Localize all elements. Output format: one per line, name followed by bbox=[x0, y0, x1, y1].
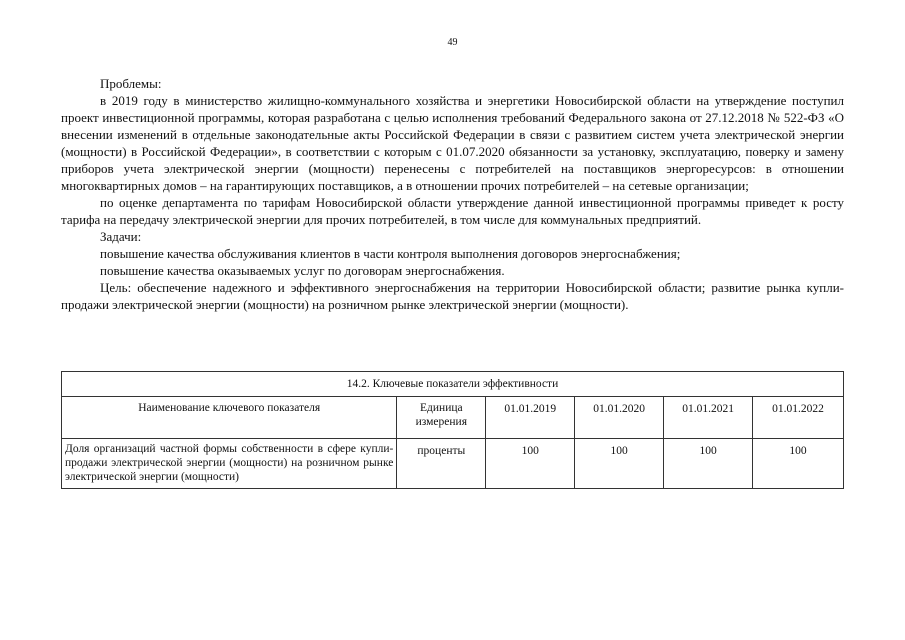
problem-paragraph-2: по оценке департамента по тарифам Новосибирской области утверждение данной инвестиционной программы приведет к росту тарифа на передачу электрической энергии для прочих потребителей, в том числе для коммунальных предприятий. bbox=[61, 195, 844, 227]
row-value-2020: 100 bbox=[575, 439, 664, 489]
tasks-heading: Задачи: bbox=[100, 229, 142, 244]
kpi-table bbox=[61, 371, 844, 489]
body-text bbox=[61, 75, 844, 313]
header-year-2021: 01.01.2021 bbox=[664, 397, 753, 439]
header-year-2019: 01.01.2019 bbox=[486, 397, 575, 439]
table-header-row bbox=[62, 397, 844, 439]
row-unit: проценты bbox=[397, 439, 486, 489]
problems-heading: Проблемы: bbox=[100, 76, 162, 91]
goal-paragraph: Цель: обеспечение надежного и эффективного энергоснабжения на территории Новосибирской области; развитие рынка купли-продажи электрической энергии (мощности) на розничном рынке электрической энергии (мощности). bbox=[61, 280, 844, 312]
table-row bbox=[62, 439, 844, 489]
task-item-1: повышение качества обслуживания клиентов в части контроля выполнения договоров энергоснабжения; bbox=[100, 246, 681, 261]
header-year-2022: 01.01.2022 bbox=[753, 397, 844, 439]
row-value-2022: 100 bbox=[753, 439, 844, 489]
header-year-2020: 01.01.2020 bbox=[575, 397, 664, 439]
row-value-2019: 100 bbox=[486, 439, 575, 489]
row-value-2021: 100 bbox=[664, 439, 753, 489]
table-caption-row bbox=[62, 372, 844, 397]
header-unit: Единица измерения bbox=[397, 397, 486, 439]
row-indicator-name: Доля организаций частной формы собственности в сфере купли-продажи электрической энергии (мощности) на розничном рынке электрической энергии (мощности) bbox=[62, 439, 397, 489]
problem-paragraph-1: в 2019 году в министерство жилищно-коммунального хозяйства и энергетики Новосибирской области на утверждение поступил проект инвестиционной программы, которая разработана с целью исполнения требований Федерального закона от 27.12.2018 № 522-ФЗ «О внесении изменений в отдельные законодательные акты Российской Федерации в связи с развитием систем учета электрической энергии (мощности) в Российской Федерации», в соответствии с которым с 01.07.2020 обязанности за установку, эксплуатацию, поверку и замену приборов учета электрической энергии (мощности) перенесены с потребителей на поставщиков энергоресурсов: в отношении многоквартирных домов – на гарантирующих поставщиков, а в отношении прочих потребителей – на сетевые организации; bbox=[61, 93, 844, 193]
page-number: 49 bbox=[447, 37, 458, 48]
table-caption: 14.2. Ключевые показатели эффективности bbox=[62, 372, 844, 397]
task-item-2: повышение качества оказываемых услуг по договорам энергоснабжения. bbox=[100, 263, 505, 278]
header-name: Наименование ключевого показателя bbox=[62, 397, 397, 439]
